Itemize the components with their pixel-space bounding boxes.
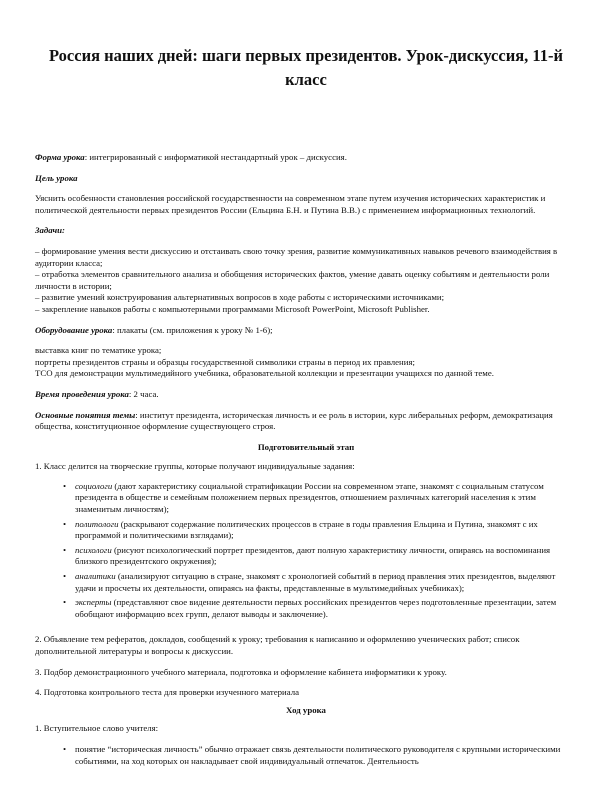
bullet-icon: • [63,480,67,491]
tasks-heading: Задачи: [35,225,65,236]
prep-step: 4. Подготовка контрольного теста для проверки изученного материала [35,687,299,698]
group-item [63,480,577,516]
course-intro: 1. Вступительное слово учителя: [35,723,159,734]
group-name: аналитики [75,571,116,582]
group-name: политологи [75,518,119,529]
key-concepts-text: : институт президента, историческая личность и ее роль в истории, курс либеральных реформ, демократизация общества, конституционное оформление существующего строя. [35,409,553,432]
bullet-icon: • [63,571,67,582]
group-item [63,571,577,594]
key-concepts [35,410,577,433]
lesson-form-label: Форма урока [35,152,85,162]
document-title: Россия наших дней: шаги первых президентов. Урок-дискуссия, 11-й класс [49,46,563,89]
prep-stage-heading: Подготовительный этап [257,441,355,452]
bullet-icon: • [63,518,67,529]
prep-step: 3. Подбор демонстрационного учебного материала, подготовка и оформление кабинета информатики к уроку. [35,666,447,677]
task-item: – закрепление навыков работы с компьютерными программами Microsoft PowerPoint, Microsoft Publisher. [35,303,430,314]
equipment-line: портреты президентов страны и образцы государственной символики страны в период их правления; [35,356,415,367]
course-bullet [63,743,577,767]
group-item [63,597,577,620]
group-text: (представляют свое видение деятельности первых российских президентов через подготовленные презентации, затем обобщают информацию всех групп, делают выводы и заключение). [75,597,557,619]
task-item: – формирование умения вести дискуссию и отстаивать свою точку зрения, развитие коммуникативных навыков речевого взаимодействия в аудитории класса; [35,245,558,268]
course-list [35,744,577,767]
task-item: – развитие умений конструирования альтернативных вопросов в ходе работы с историческими источниками; [35,292,445,303]
bullet-icon: • [63,597,67,608]
prep-intro: 1. Класс делится на творческие группы, которые получают индивидуальные задания: [35,461,355,472]
group-name: социологи [75,480,113,491]
group-name: эксперты [75,597,112,608]
course-bullet-text: понятие “историческая личность” обычно отражает связь деятельности политического руководителя с крупными историческими событиями, на ход которых он накладывает свой индивидуальный отпечаток. Деятельность [75,743,561,766]
equipment-text: : плакаты (см. приложения к уроку № 1-6); [112,324,273,335]
group-text: (раскрывают содержание политических процессов в стране в годы правления Ельцина и Путина, знакомят с их программой и политическими взглядами); [75,518,538,541]
equipment-line: выставка книг по тематике урока; [35,345,162,356]
course-heading: Ход урока [286,704,326,715]
lesson-form-text: : интегрированный с информатикой нестандартный урок – дискуссия. [84,152,347,162]
goal-heading: Цель урока [35,172,78,183]
task-item: – отработка элементов сравнительного анализа и обобщения исторических фактов, умение давать оценку событиям и деятельности роли личности в истории; [35,269,550,291]
lesson-time-text: : 2 часа. [128,388,159,399]
goal-text: Уяснить особенности становления российской государственности на современном этапе путем изучения исторических характеристик и политической деятельности первых президентов России (Ельцина Б.Н. и Путина В.В.) с применением информационных технологий. [35,193,546,215]
prep-step: 2. Объявление тем рефератов, докладов, сообщений к уроку; требования к написанию и оформлению ученических работ; список дополнительной литературы и вопросы к дискуссии. [35,634,520,656]
groups-list [35,481,577,621]
key-concepts-label: Основные понятия темы [35,409,136,420]
equipment [35,325,577,337]
lesson-form [35,152,577,164]
group-name: психологи [75,544,112,555]
tasks-list [35,246,577,316]
group-text: (анализируют ситуацию в стране, знакомят с хронологией событий в период правления этих президентов, выделяют удачи и просчеты их деятельности, опираясь на факты, представленные в мультимедийных учебниках); [75,571,556,593]
lesson-time [35,389,577,401]
group-item [63,544,577,568]
group-item [63,518,577,542]
equipment-lines [35,345,577,380]
bullet-icon: • [63,544,67,555]
equipment-label: Оборудование урока [35,324,113,335]
equipment-line: ТСО для демонстрации мультимедийного учебника, образовательной коллекции и презентации учащихся по данной теме. [35,368,494,379]
group-text: (дают характеристику социальной стратификации России на современном этапе, знакомят с социальным статусом президента в обществе и семейным положением первых президентов, отношением различных категорий населения к этим знаменитым личностям); [75,480,544,515]
bullet-icon: • [63,743,67,754]
group-text: (рисуют психологический портрет президентов, дают полную характеристику личности, опираясь на воспоминания близкого президентского окружения); [75,544,551,567]
lesson-time-label: Время проведения урока [35,388,129,399]
document-page [35,0,577,767]
